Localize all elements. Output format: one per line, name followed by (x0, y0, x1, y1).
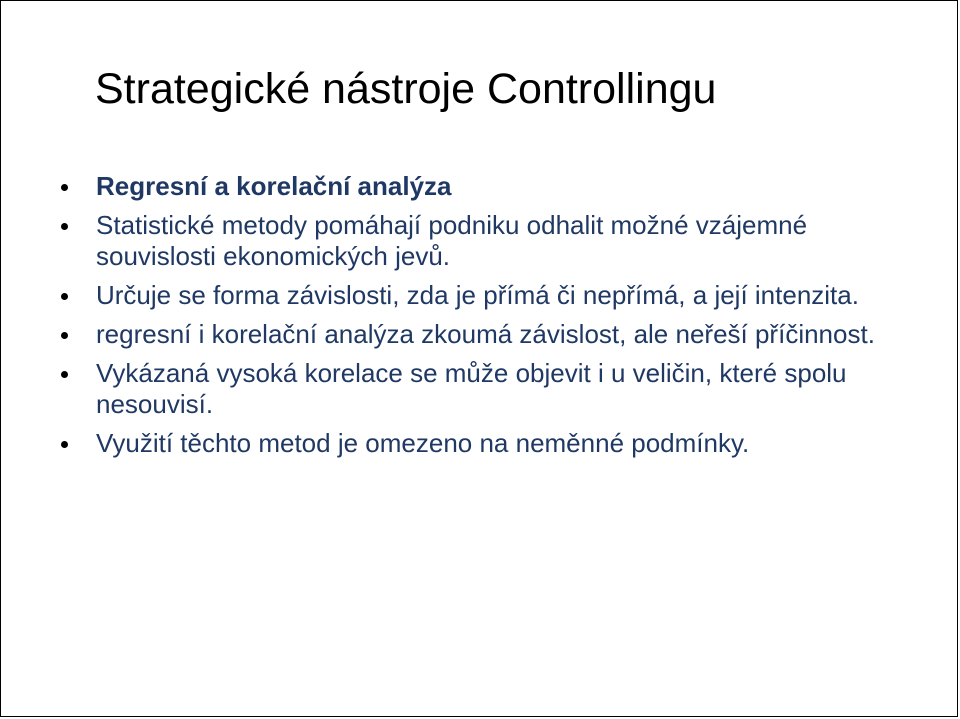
bullet-item (61, 171, 921, 202)
bullet-text: regresní i korelační analýza zkoumá závislost, ale neřeší příčinnost. (96, 319, 875, 349)
bullet-text: Využití těchto metod je omezeno na neměnné podmínky. (96, 428, 750, 458)
bullet-item (61, 358, 921, 420)
bullet-text: Regresní a korelační analýza (96, 171, 452, 201)
bullet-item (61, 280, 921, 311)
bullet-item (61, 319, 921, 350)
bullet-text: Určuje se forma závislosti, zda je přímá či nepřímá, a její intenzita. (96, 280, 859, 310)
bullet-list (61, 171, 921, 467)
slide-title: Strategické nástroje Controllingu (95, 65, 717, 113)
bullet-text: Statistické metody pomáhají podniku odhalit možné vzájemné souvislosti ekonomických jevů. (96, 210, 808, 271)
bullet-text: Vykázaná vysoká korelace se může objevit i u veličin, které spolu nesouvisí. (96, 358, 847, 419)
bullet-item (61, 210, 921, 272)
bullet-item (61, 428, 921, 459)
